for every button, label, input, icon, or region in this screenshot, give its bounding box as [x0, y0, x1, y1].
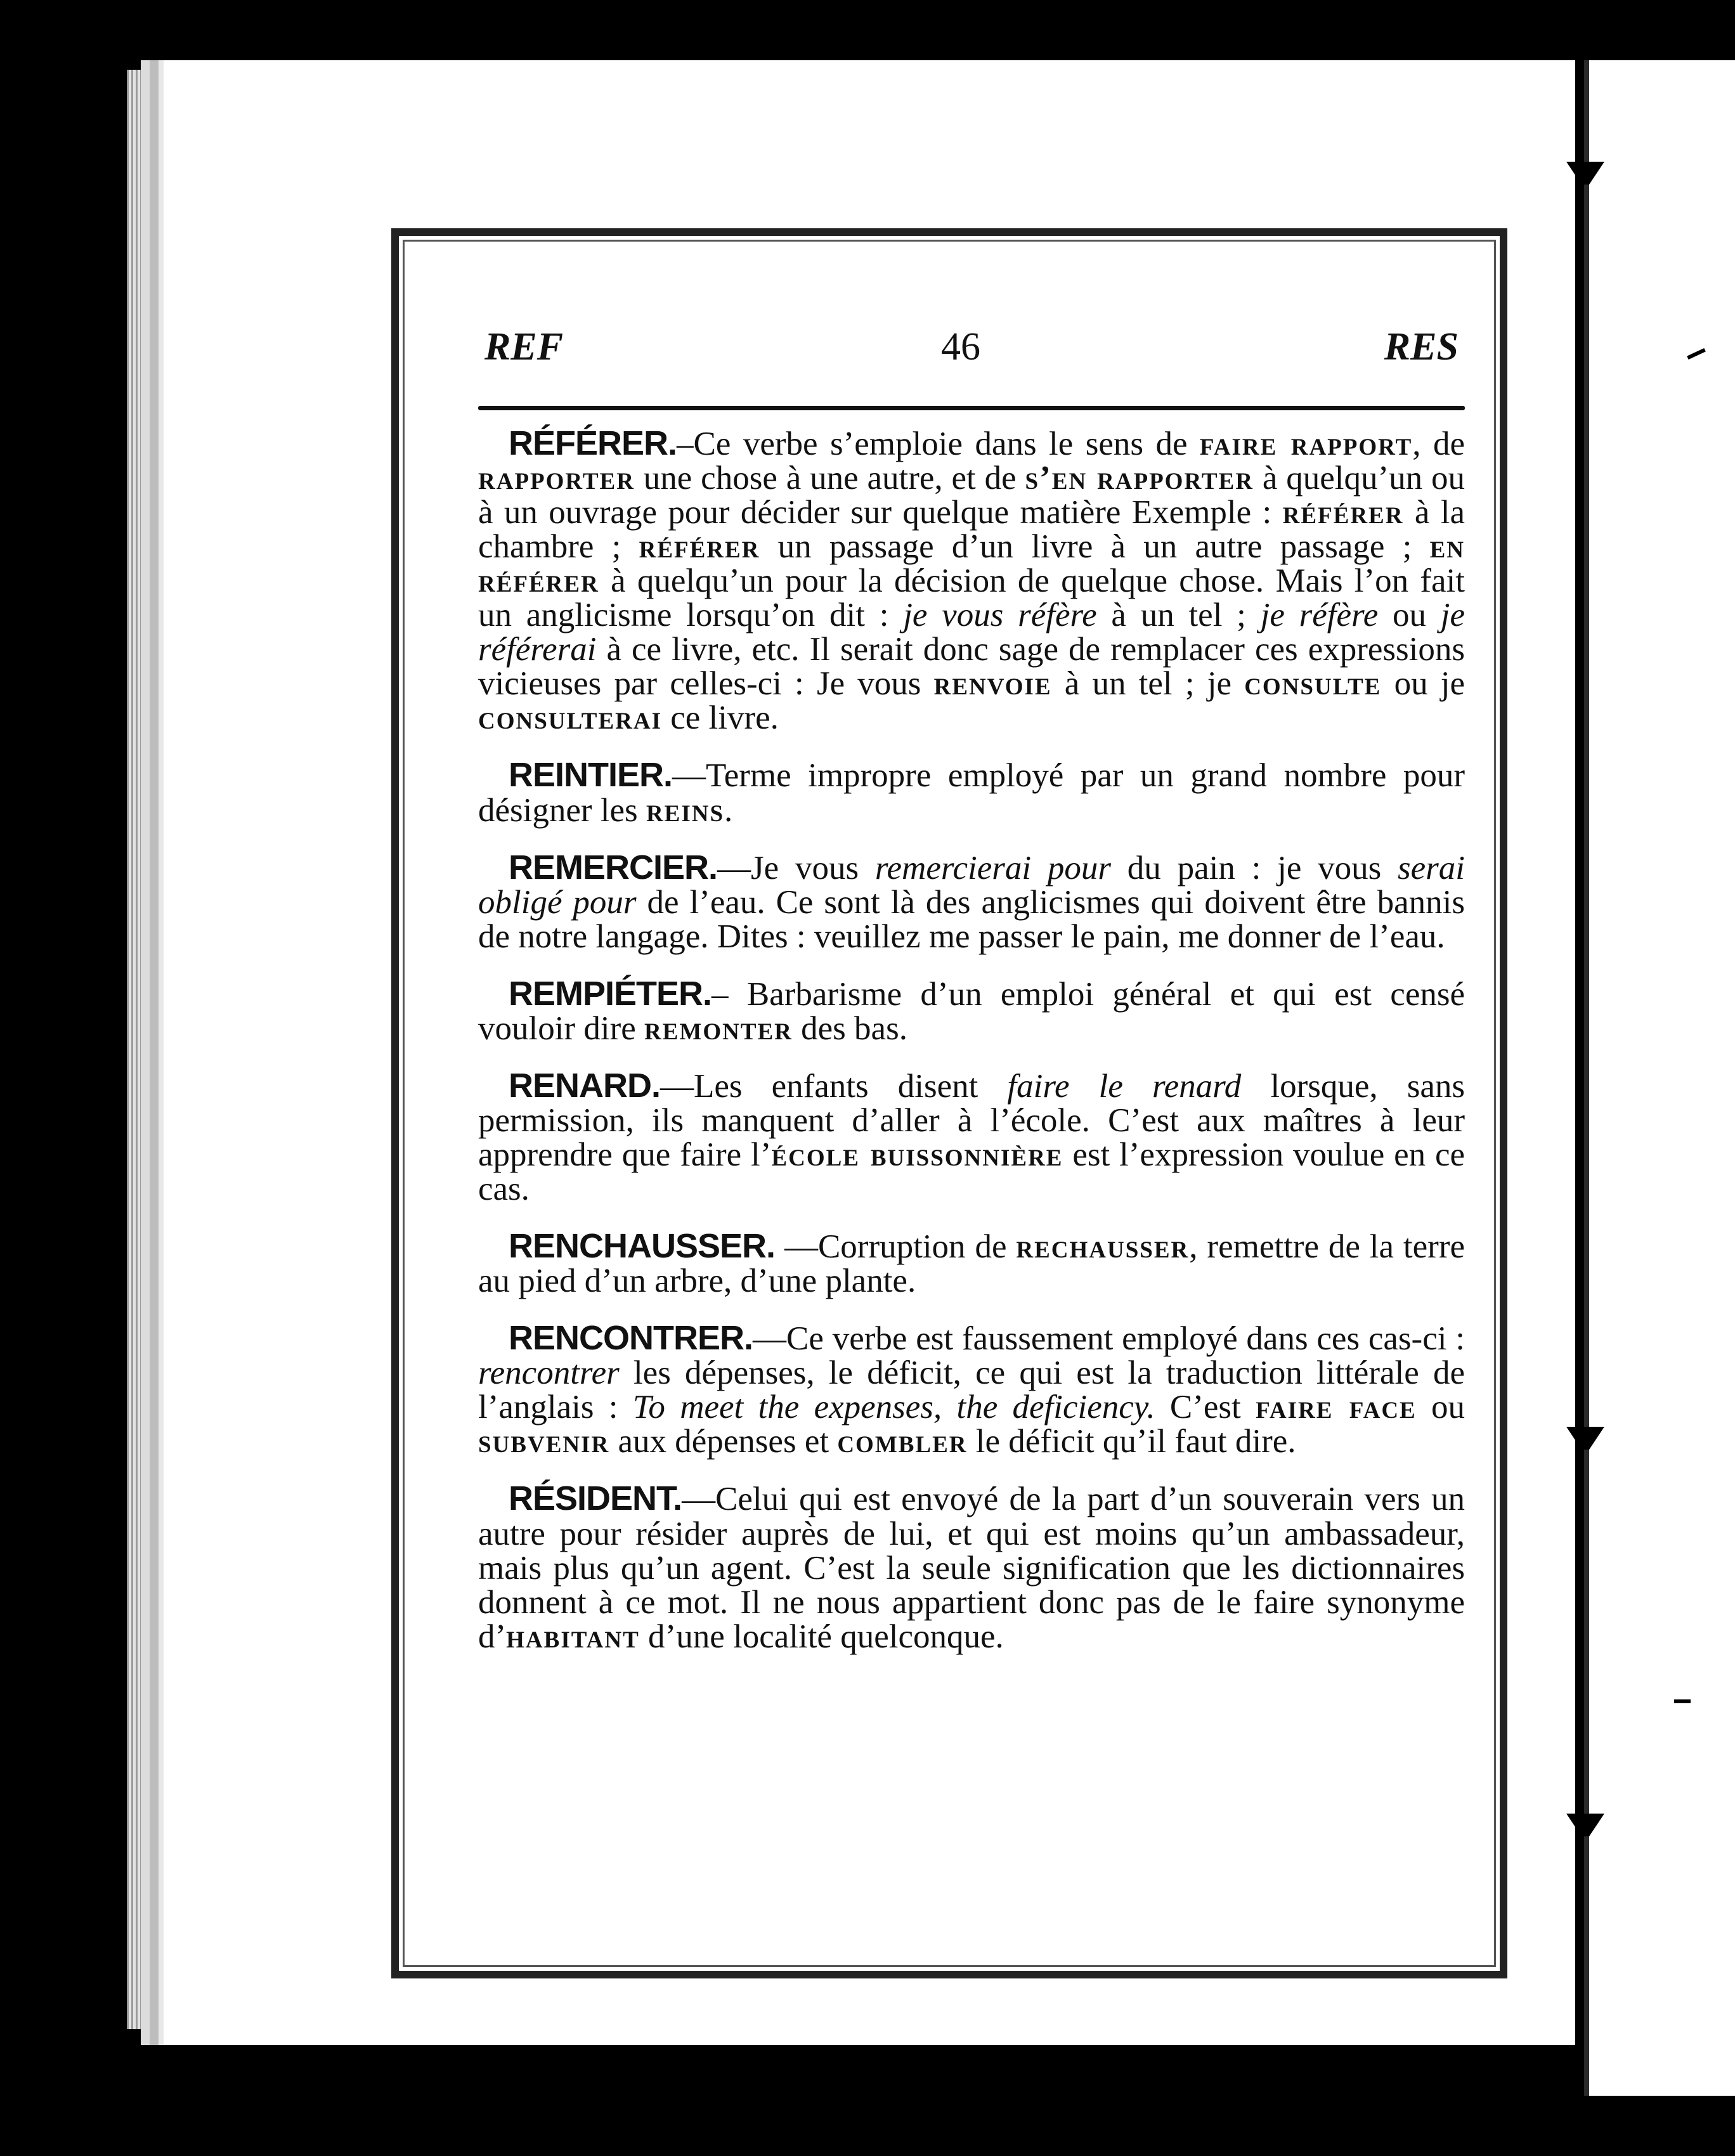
entry-text: —Les enfants disent: [660, 1067, 1008, 1105]
entry-small-caps-term: école buissonnière: [771, 1136, 1063, 1173]
entry-small-caps-term: consulte: [1244, 665, 1382, 703]
entry-small-caps-term: combler: [837, 1423, 968, 1460]
entry-text: .: [724, 791, 733, 829]
entry-text: à la chambre ;: [478, 494, 1465, 566]
entry-text: à un tel ; je: [1051, 665, 1245, 703]
entry-headword: RÉSIDENT.: [509, 1479, 682, 1518]
entry-small-caps-term: habitant: [506, 1618, 640, 1655]
entry-text: le déficit qu’il faut dire.: [967, 1423, 1296, 1460]
entry-headword: RÉFÉRER.: [509, 424, 677, 462]
entry-text: ou: [1416, 1389, 1465, 1426]
header-rule: [478, 406, 1465, 410]
entry-small-caps-term: faire face: [1256, 1389, 1417, 1426]
entry-text: un passage d’un livre à un autre passage ;: [760, 528, 1430, 566]
entry-small-caps-term: consulterai: [478, 699, 662, 737]
entry-headword: RENARD.: [509, 1066, 661, 1105]
entry-small-caps-term: renvoie: [933, 665, 1052, 703]
dictionary-entry: [478, 426, 1465, 735]
header-left-guide-word: REF: [484, 325, 564, 368]
dictionary-entry: [478, 1068, 1465, 1206]
entry-text: , remettre de la terre au pied d’un arbre, d’une plante.: [478, 1228, 1465, 1300]
entry-headword: REINTIER.: [509, 756, 673, 795]
entry-text: – Barbarisme d’un emploi général et qui est censé vouloir dire: [478, 975, 1465, 1047]
entry-italic-phrase: serai obligé pour: [478, 849, 1465, 921]
dictionary-entries: [478, 426, 1465, 1677]
entry-small-caps-term: faire rapport: [1199, 425, 1413, 462]
entry-headword: REMPIÉTER.: [509, 974, 712, 1013]
dictionary-entry: [478, 1481, 1465, 1653]
entry-small-caps-term: référer: [639, 528, 760, 566]
entry-text: ou: [1378, 597, 1441, 634]
entry-small-caps-term: rapporter: [478, 460, 635, 497]
entry-text: de l’eau. Ce sont là des anglicismes qui doivent être bannis de notre langage. Dites : veuillez me passer le pain, me donner de l’eau.: [478, 883, 1465, 955]
entry-text: —Terme impropre employé par un grand nombre pour désigner les: [478, 757, 1465, 829]
entry-text: aux dépenses et: [609, 1423, 838, 1460]
entry-text: ce livre.: [662, 699, 779, 737]
entry-text: ou je: [1381, 665, 1465, 703]
dictionary-entry: [478, 850, 1465, 954]
entry-text: —Je vous: [717, 849, 875, 886]
entry-text: une chose à une autre, et de: [634, 460, 1025, 497]
entry-italic-phrase: je réfère: [1260, 597, 1379, 634]
page-number: 46: [941, 325, 980, 368]
printed-frame: [391, 228, 1507, 1978]
facing-page-edge: [1589, 60, 1735, 2096]
entry-text: , de: [1412, 425, 1465, 462]
entry-small-caps-term: remonter: [644, 1010, 793, 1047]
dictionary-entry: [478, 974, 1465, 1047]
entry-italic-phrase: To meet the expenses, the deficiency.: [632, 1389, 1155, 1426]
entry-small-caps-term: rechausser: [1016, 1228, 1190, 1266]
entry-italic-phrase: je vous réfère: [903, 597, 1097, 634]
scan-dot: [172, 284, 181, 293]
entry-small-caps-term: référer: [1282, 494, 1404, 531]
entry-italic-phrase: je référerai: [478, 597, 1465, 668]
entry-small-caps-term: reins: [646, 791, 725, 829]
book-page: [141, 60, 1575, 2045]
entry-headword: RENCHAUSSER.: [509, 1227, 776, 1266]
entry-text: —Celui qui est envoyé de la part d’un souverain vers un autre pour résider auprès de lui, et qui est moins qu’un ambassadeur, mais plus qu’un agent. C’est la seule signification que les dictionnaires donnent à ce mot. Il ne nous appartient donc pas de le faire synonyme d’: [478, 1481, 1465, 1655]
entry-text: est l’expression voulue en ce cas.: [478, 1136, 1465, 1208]
entry-text: du pain : je vous: [1111, 849, 1398, 886]
entry-text: d’une localité quelconque.: [639, 1618, 1004, 1655]
entry-text: des bas.: [792, 1010, 907, 1047]
entry-italic-phrase: rencontrer: [478, 1354, 620, 1392]
entry-text: à un tel ;: [1096, 597, 1261, 634]
entry-small-caps-term: s’en rapporter: [1025, 460, 1254, 497]
entry-text: –Ce verbe s’emploie dans le sens de: [677, 425, 1200, 462]
entry-text: les dépenses, le déficit, ce qui est la traduction littérale de l’anglais :: [478, 1354, 1465, 1426]
entry-text: lorsque, sans permission, ils manquent d’aller à l’école. C’est aux maîtres à leur apprendre que faire l’: [478, 1067, 1465, 1173]
entry-italic-phrase: remercierai pour: [874, 849, 1112, 886]
running-header: [484, 325, 1459, 382]
entry-small-caps-term: subvenir: [478, 1423, 610, 1460]
dictionary-entry: [478, 1321, 1465, 1458]
entry-italic-phrase: faire le renard: [1007, 1067, 1242, 1105]
facing-page-mark: [1674, 1699, 1691, 1703]
header-right-guide-word: RES: [1384, 325, 1459, 368]
dictionary-entry: [478, 758, 1465, 827]
entry-text: —Ce verbe est faussement employé dans ces cas-ci :: [753, 1320, 1465, 1358]
entry-text: à ce livre, etc. Il serait donc sage de remplacer ces expressions vicieuses par celles-ci : Je vous: [478, 631, 1465, 703]
dictionary-entry: [478, 1229, 1465, 1298]
entry-headword: REMERCIER.: [509, 848, 718, 886]
entry-text: C’est: [1155, 1389, 1256, 1426]
entry-text: à quelqu’un ou à un ouvrage pour décider sur quelque matière Exemple :: [478, 460, 1465, 531]
entry-headword: RENCONTRER.: [509, 1319, 753, 1358]
entry-text: —Corruption de: [775, 1228, 1017, 1266]
entry-small-caps-term: en référer: [478, 528, 1465, 600]
entry-text: à quelqu’un pour la décision de quelque chose. Mais l’on fait un anglicisme lorsqu’on dit :: [478, 562, 1465, 634]
